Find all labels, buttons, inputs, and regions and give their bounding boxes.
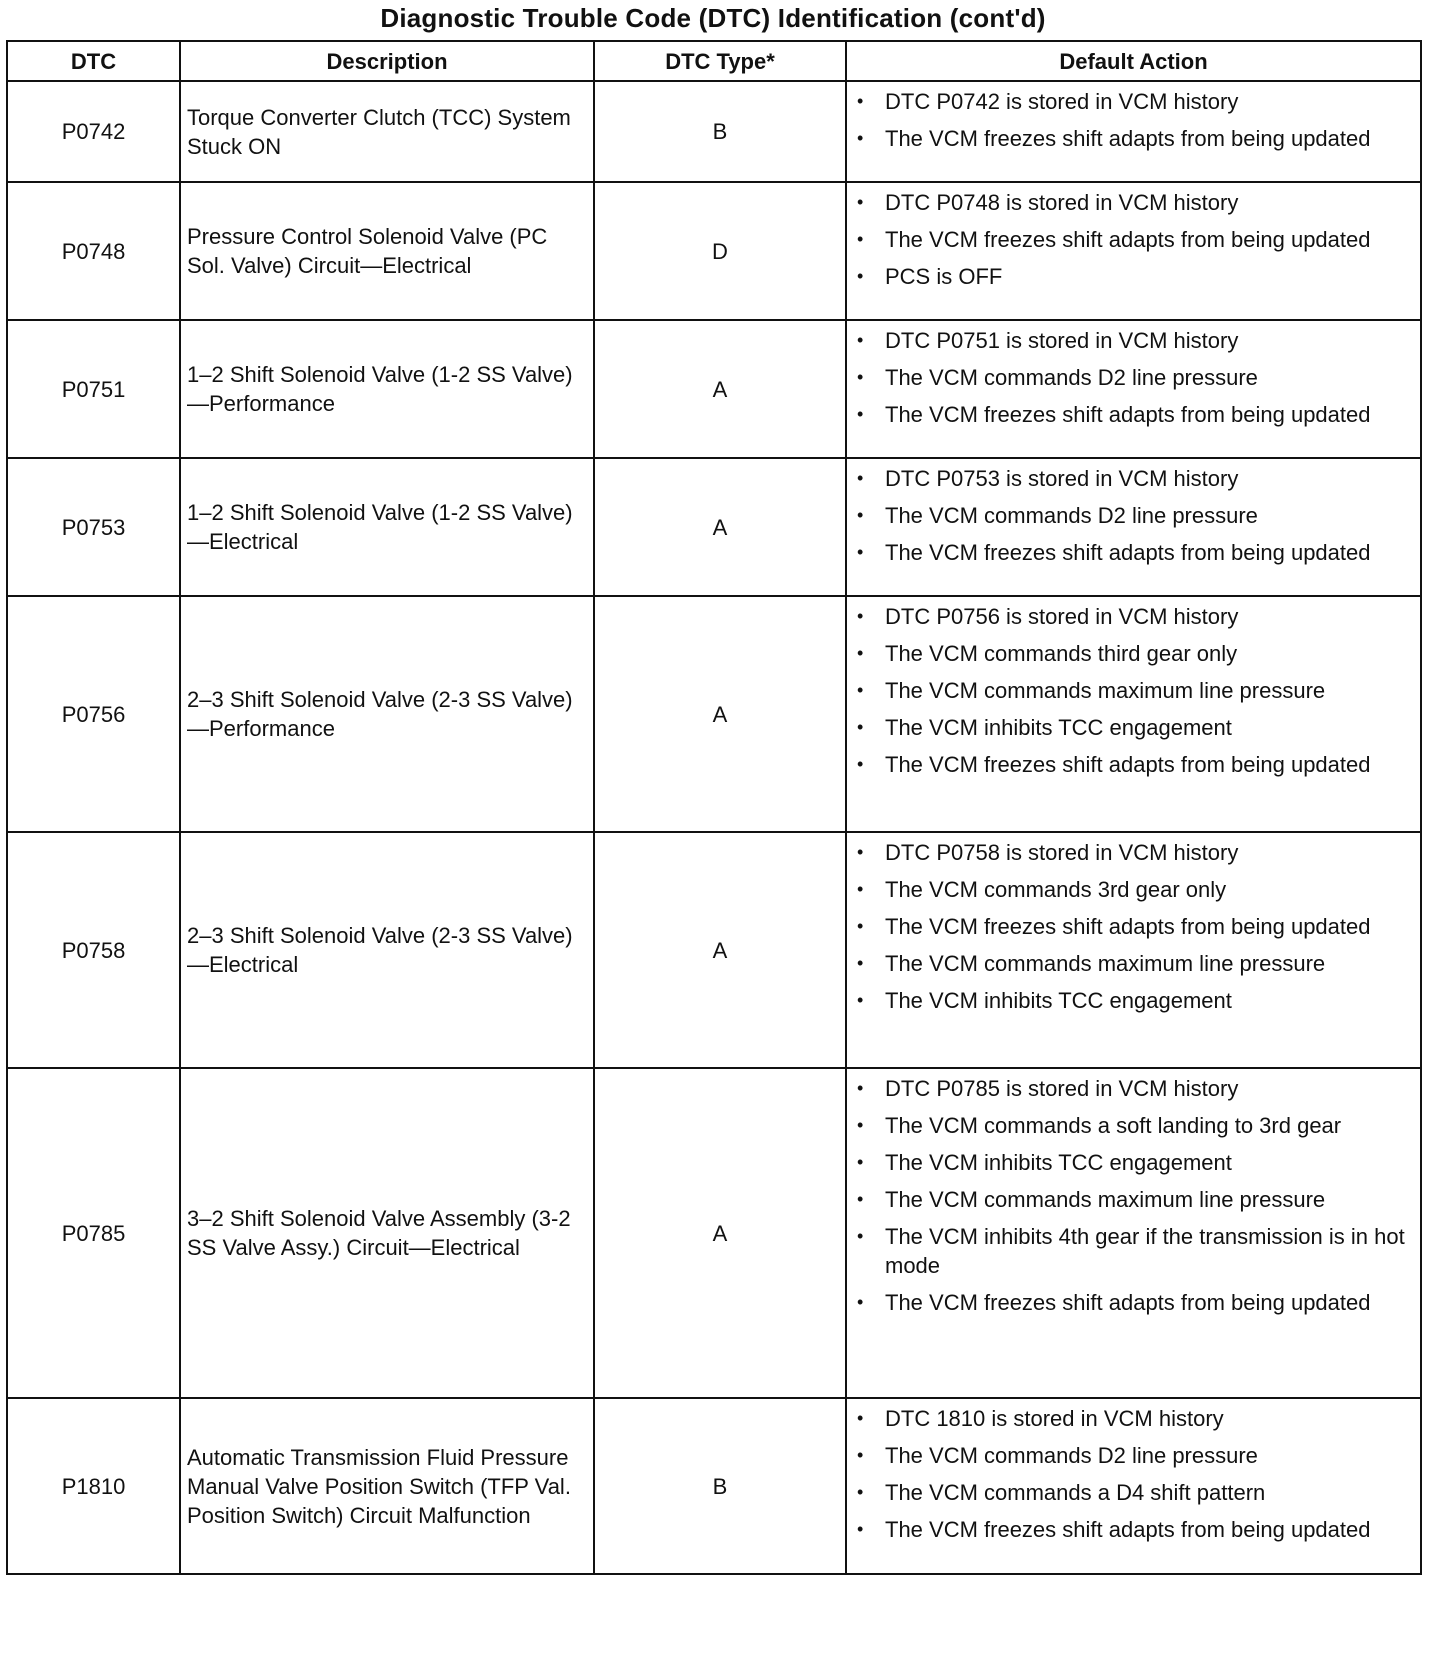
dtc-code: P0758 [7, 832, 180, 1068]
default-action-list [885, 602, 1412, 779]
default-action-item: • DTC P0785 is stored in VCM history [885, 1074, 1412, 1103]
default-action-list [885, 464, 1412, 567]
default-action-item: • The VCM commands maximum line pressure [885, 676, 1412, 705]
default-action-cell [846, 81, 1421, 182]
column-header-dtc: DTC [7, 41, 180, 81]
default-action-item: • The VCM freezes shift adapts from being updated [885, 225, 1412, 254]
default-action-item: • The VCM freezes shift adapts from being updated [885, 124, 1412, 153]
dtc-type: A [594, 458, 846, 596]
dtc-type: B [594, 1398, 846, 1574]
dtc-code: P0748 [7, 182, 180, 320]
default-action-list [885, 326, 1412, 429]
table-row [7, 320, 1421, 458]
header-row [7, 41, 1421, 81]
default-action-item: • The VCM commands a soft landing to 3rd gear [885, 1111, 1412, 1140]
dtc-description: 3–2 Shift Solenoid Valve Assembly (3-2 SS Valve Assy.) Circuit—Electrical [180, 1068, 594, 1398]
dtc-code: P0751 [7, 320, 180, 458]
dtc-code: P0742 [7, 81, 180, 182]
table-row [7, 832, 1421, 1068]
default-action-item: • The VCM commands 3rd gear only [885, 875, 1412, 904]
default-action-item: • The VCM inhibits TCC engagement [885, 986, 1412, 1015]
dtc-code: P0753 [7, 458, 180, 596]
default-action-item: • PCS is OFF [885, 262, 1412, 291]
default-action-list [885, 1404, 1412, 1544]
default-action-cell [846, 182, 1421, 320]
dtc-type: A [594, 1068, 846, 1398]
default-action-item: • The VCM inhibits TCC engagement [885, 1148, 1412, 1177]
default-action-item: • The VCM inhibits TCC engagement [885, 713, 1412, 742]
default-action-list [885, 188, 1412, 291]
default-action-item: • The VCM freezes shift adapts from being updated [885, 1288, 1412, 1317]
default-action-item: • The VCM freezes shift adapts from being updated [885, 400, 1412, 429]
table-body [7, 81, 1421, 1574]
dtc-type: A [594, 832, 846, 1068]
dtc-code: P1810 [7, 1398, 180, 1574]
default-action-item: • The VCM freezes shift adapts from being updated [885, 750, 1412, 779]
dtc-type: A [594, 596, 846, 832]
dtc-description: 2–3 Shift Solenoid Valve (2-3 SS Valve)—Performance [180, 596, 594, 832]
dtc-table [6, 40, 1422, 1575]
default-action-list [885, 838, 1412, 1015]
default-action-item: • The VCM freezes shift adapts from being updated [885, 912, 1412, 941]
default-action-item: • The VCM freezes shift adapts from being updated [885, 1515, 1412, 1544]
dtc-type: A [594, 320, 846, 458]
default-action-item: • The VCM commands D2 line pressure [885, 363, 1412, 392]
default-action-item: • The VCM commands a D4 shift pattern [885, 1478, 1412, 1507]
column-header-action: Default Action [846, 41, 1421, 81]
column-header-type: DTC Type* [594, 41, 846, 81]
column-header-description: Description [180, 41, 594, 81]
dtc-type: D [594, 182, 846, 320]
default-action-item: • DTC P0751 is stored in VCM history [885, 326, 1412, 355]
dtc-description: Torque Converter Clutch (TCC) System Stuck ON [180, 81, 594, 182]
default-action-cell [846, 458, 1421, 596]
default-action-item: • The VCM freezes shift adapts from being updated [885, 538, 1412, 567]
default-action-item: • DTC P0758 is stored in VCM history [885, 838, 1412, 867]
default-action-item: • The VCM commands third gear only [885, 639, 1412, 668]
dtc-type: B [594, 81, 846, 182]
dtc-description: Automatic Transmission Fluid Pressure Manual Valve Position Switch (TFP Val. Position Switch) Circuit Malfunction [180, 1398, 594, 1574]
default-action-list [885, 1074, 1412, 1317]
default-action-item: • DTC P0756 is stored in VCM history [885, 602, 1412, 631]
default-action-item: • DTC P0748 is stored in VCM history [885, 188, 1412, 217]
default-action-cell [846, 832, 1421, 1068]
default-action-cell [846, 1068, 1421, 1398]
default-action-item: • DTC P0742 is stored in VCM history [885, 87, 1412, 116]
default-action-item: • DTC 1810 is stored in VCM history [885, 1404, 1412, 1433]
default-action-cell [846, 1398, 1421, 1574]
table-row [7, 458, 1421, 596]
default-action-item: • The VCM commands maximum line pressure [885, 949, 1412, 978]
default-action-item: • The VCM commands D2 line pressure [885, 501, 1412, 530]
default-action-cell [846, 596, 1421, 832]
dtc-description: 1–2 Shift Solenoid Valve (1-2 SS Valve)—Electrical [180, 458, 594, 596]
table-header [7, 41, 1421, 81]
table-row [7, 596, 1421, 832]
page-title: Diagnostic Trouble Code (DTC) Identification (cont'd) [380, 3, 1046, 33]
default-action-item: • The VCM inhibits 4th gear if the transmission is in hot mode [885, 1222, 1412, 1280]
table-row [7, 182, 1421, 320]
dtc-code: P0756 [7, 596, 180, 832]
dtc-code: P0785 [7, 1068, 180, 1398]
default-action-list [885, 87, 1412, 153]
default-action-item: • The VCM commands D2 line pressure [885, 1441, 1412, 1470]
dtc-description: 2–3 Shift Solenoid Valve (2-3 SS Valve)—Electrical [180, 832, 594, 1068]
default-action-item: • DTC P0753 is stored in VCM history [885, 464, 1412, 493]
default-action-cell [846, 320, 1421, 458]
table-row [7, 1398, 1421, 1574]
dtc-description: 1–2 Shift Solenoid Valve (1-2 SS Valve)—Performance [180, 320, 594, 458]
default-action-item: • The VCM commands maximum line pressure [885, 1185, 1412, 1214]
table-row [7, 1068, 1421, 1398]
dtc-description: Pressure Control Solenoid Valve (PC Sol. Valve) Circuit—Electrical [180, 182, 594, 320]
table-row [7, 81, 1421, 182]
